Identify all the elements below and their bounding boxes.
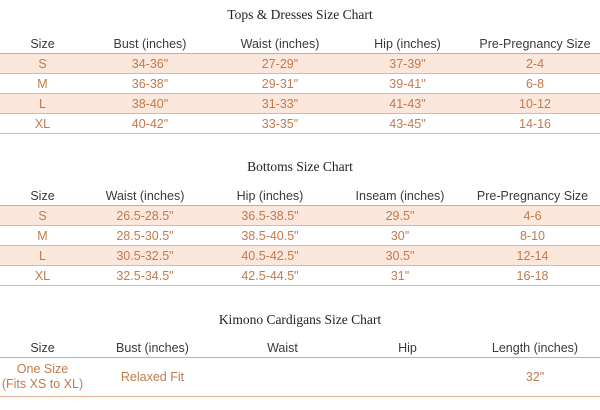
table-row bbox=[0, 246, 600, 266]
table-cell bbox=[220, 358, 345, 397]
column-header: Size bbox=[0, 186, 85, 206]
tops-chart-title: Tops & Dresses Size Chart bbox=[227, 7, 373, 22]
table-cell: 32" bbox=[470, 358, 600, 397]
table-row bbox=[0, 74, 600, 94]
table-cell: 38-40" bbox=[85, 94, 215, 114]
table-cell: 12-14 bbox=[465, 246, 600, 266]
column-header: Bust (inches) bbox=[85, 338, 220, 358]
column-header: Waist (inches) bbox=[215, 34, 345, 54]
table-cell: 38.5-40.5" bbox=[205, 226, 335, 246]
table-cell: 31" bbox=[335, 266, 465, 286]
column-header: Waist (inches) bbox=[85, 186, 205, 206]
table-cell: L bbox=[0, 94, 85, 114]
table-cell: 30.5-32.5" bbox=[85, 246, 205, 266]
table-cell: 40.5-42.5" bbox=[205, 246, 335, 266]
table-row bbox=[0, 358, 600, 397]
kimono-size-chart bbox=[0, 310, 600, 397]
table-cell: 8-10 bbox=[465, 226, 600, 246]
table-cell: 39-41" bbox=[345, 74, 470, 94]
table-cell: Relaxed Fit bbox=[85, 358, 220, 397]
tops-header-row bbox=[0, 34, 600, 54]
table-cell: 10-12 bbox=[470, 94, 600, 114]
size-line: One Size bbox=[16, 362, 69, 376]
table-cell: 42.5-44.5" bbox=[205, 266, 335, 286]
table-cell: 14-16 bbox=[470, 114, 600, 134]
column-header: Length (inches) bbox=[470, 338, 600, 358]
table-cell: M bbox=[0, 226, 85, 246]
table-cell: 34-36" bbox=[85, 54, 215, 74]
table-cell: 26.5-28.5" bbox=[85, 206, 205, 226]
column-header: Hip (inches) bbox=[205, 186, 335, 206]
table-cell: S bbox=[0, 54, 85, 74]
table-cell: 29-31" bbox=[215, 74, 345, 94]
kimono-table bbox=[0, 338, 600, 397]
column-header: Inseam (inches) bbox=[335, 186, 465, 206]
table-cell: S bbox=[0, 206, 85, 226]
column-header: Size bbox=[0, 338, 85, 358]
table-cell: 36-38" bbox=[85, 74, 215, 94]
table-cell: 40-42" bbox=[85, 114, 215, 134]
table-cell: 43-45" bbox=[345, 114, 470, 134]
table-cell: 41-43" bbox=[345, 94, 470, 114]
table-cell: 30" bbox=[335, 226, 465, 246]
bottoms-chart-title: Bottoms Size Chart bbox=[247, 159, 353, 174]
table-cell: 2-4 bbox=[470, 54, 600, 74]
table-cell: 27-29" bbox=[215, 54, 345, 74]
kimono-chart-title: Kimono Cardigans Size Chart bbox=[218, 312, 382, 327]
table-cell: 6-8 bbox=[470, 74, 600, 94]
column-header: Bust (inches) bbox=[85, 34, 215, 54]
table-cell-size bbox=[0, 358, 85, 397]
table-row bbox=[0, 94, 600, 114]
column-header: Size bbox=[0, 34, 85, 54]
table-cell: XL bbox=[0, 266, 85, 286]
bottoms-size-chart bbox=[0, 157, 600, 286]
table-cell: 29.5" bbox=[335, 206, 465, 226]
table-cell: 4-6 bbox=[465, 206, 600, 226]
table-cell: 16-18 bbox=[465, 266, 600, 286]
table-row bbox=[0, 206, 600, 226]
table-cell: 37-39" bbox=[345, 54, 470, 74]
column-header: Pre-Pregnancy Size bbox=[465, 186, 600, 206]
tops-size-chart bbox=[0, 5, 600, 134]
column-header: Pre-Pregnancy Size bbox=[470, 34, 600, 54]
table-row bbox=[0, 226, 600, 246]
bottoms-header-row bbox=[0, 186, 600, 206]
column-header: Hip (inches) bbox=[345, 34, 470, 54]
kimono-header-row bbox=[0, 338, 600, 358]
column-header: Hip bbox=[345, 338, 470, 358]
table-cell: 28.5-30.5" bbox=[85, 226, 205, 246]
bottoms-table bbox=[0, 186, 600, 286]
table-cell: 36.5-38.5" bbox=[205, 206, 335, 226]
column-header: Waist bbox=[220, 338, 345, 358]
table-cell: 30.5" bbox=[335, 246, 465, 266]
size-note: (Fits XS to XL) bbox=[1, 377, 84, 391]
table-cell: L bbox=[0, 246, 85, 266]
table-cell: 32.5-34.5" bbox=[85, 266, 205, 286]
table-cell: 31-33" bbox=[215, 94, 345, 114]
table-cell bbox=[345, 358, 470, 397]
tops-table bbox=[0, 34, 600, 134]
table-cell: 33-35" bbox=[215, 114, 345, 134]
table-cell: M bbox=[0, 74, 85, 94]
table-row bbox=[0, 114, 600, 134]
table-cell: XL bbox=[0, 114, 85, 134]
table-row bbox=[0, 266, 600, 286]
table-row bbox=[0, 54, 600, 74]
